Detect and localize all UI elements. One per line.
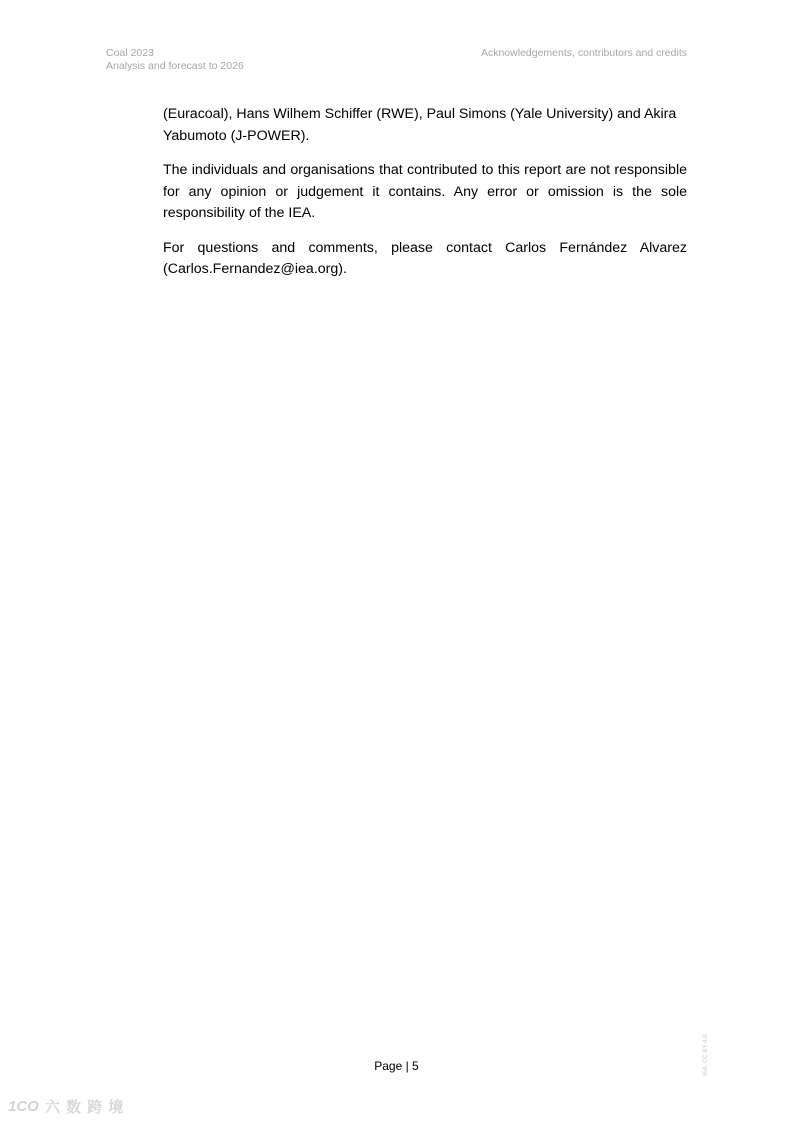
watermark-text: 六 数 跨 境 — [44, 1099, 125, 1116]
report-title: Coal 2023 — [106, 47, 154, 59]
header-left — [106, 47, 244, 73]
license-notice: IEA. CC BY 4.0. — [703, 1033, 709, 1076]
page-number: Page | 5 — [374, 1059, 419, 1073]
paragraph-disclaimer: The individuals and organisations that contributed to this report are not responsible for any opinion or judgement it contains. Any error or omission is the sole responsibility of the IEA. — [163, 162, 687, 221]
report-subtitle: Analysis and forecast to 2026 — [106, 60, 244, 72]
body-text — [163, 104, 687, 294]
watermark-logo-icon: 1CO — [8, 1098, 39, 1115]
paragraph-contributors: (Euracoal), Hans Wilhem Schiffer (RWE), Paul Simons (Yale University) and Akira Yabumoto (J-POWER). — [163, 106, 677, 144]
paragraph-contact: For questions and comments, please contact Carlos Fernández Alvarez (Carlos.Fernandez@iea.org). — [163, 239, 687, 277]
watermark — [8, 1096, 124, 1117]
section-title: Acknowledgements, contributors and credits — [480, 47, 687, 59]
